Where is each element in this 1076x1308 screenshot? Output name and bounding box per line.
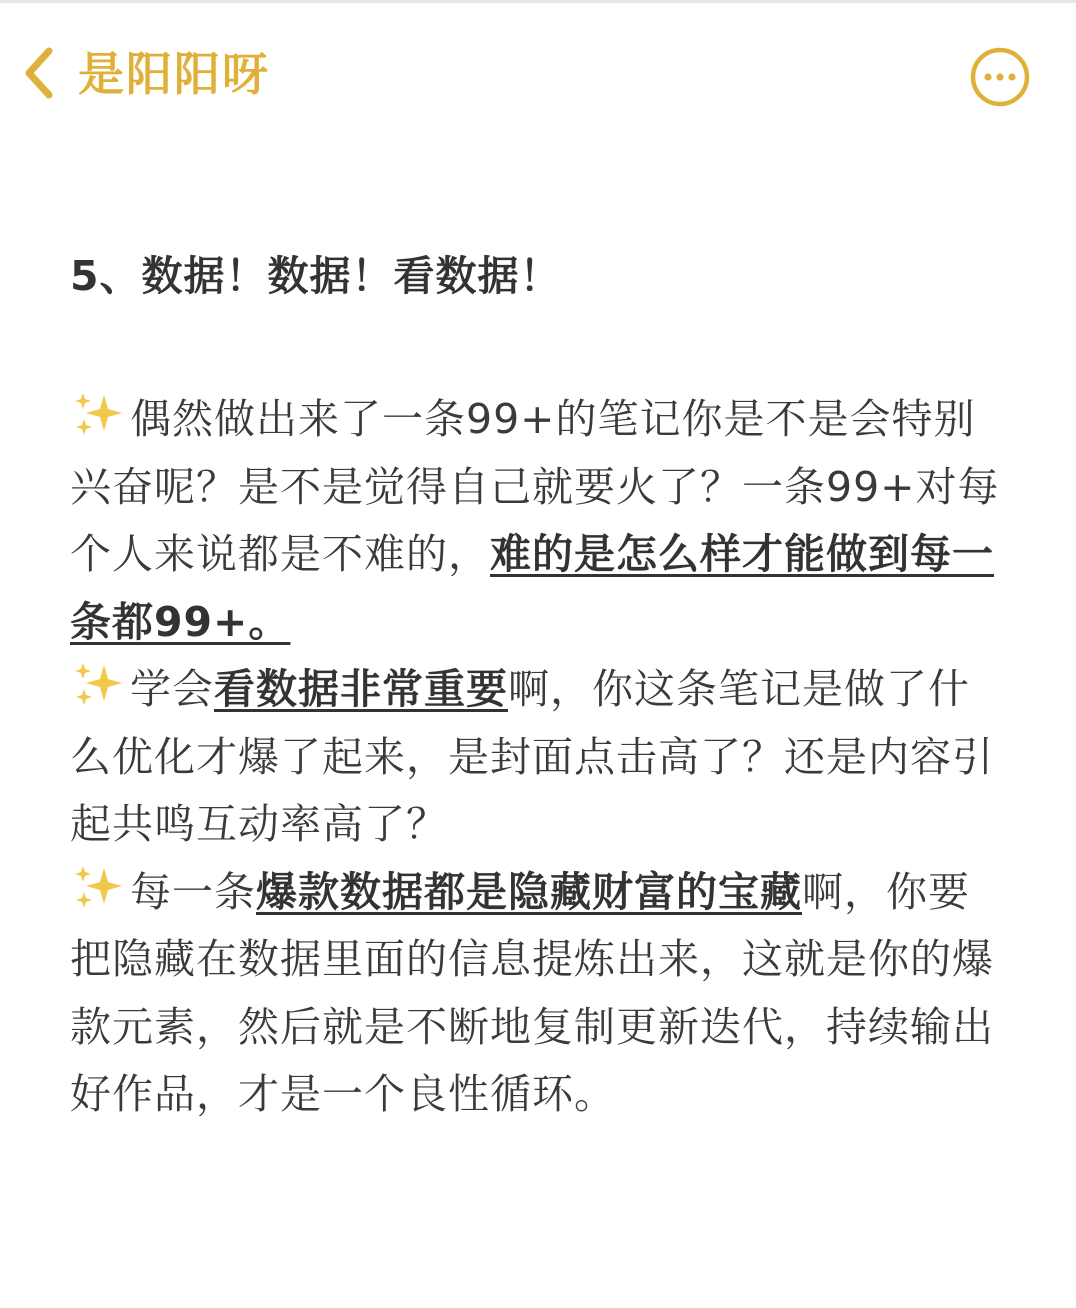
paragraph-text: 偶然做出来了一条99+的笔记你是不是会特别兴奋呢？是不是觉得自己就要火了？一条99+对每个人来说都是不难的， [70,395,1000,578]
underlined-emphasis: 看数据非常重要 [214,665,508,713]
sparkles-icon [70,862,126,912]
paragraph [70,386,1010,656]
paragraph [70,859,1010,1129]
more-horizontal-icon [968,94,1032,113]
paragraph-text: 啊，你这条笔记是做了什么优化才爆了起来，是封面点击高了？还是内容引起共鸣互动率高了？ [70,665,994,848]
paragraph-text: 啊，你要把隐藏在数据里面的信息提炼出来，这就是你的爆款元素，然后就是不断地复制更新迭代，持续输出好作品，才是一个良性循环。 [70,867,994,1118]
article-heading: 5、数据！数据！看数据！ [70,252,562,300]
chevron-left-icon [19,43,59,107]
sparkles-icon [70,659,126,709]
header-bar [0,0,1076,150]
paragraph [70,656,1010,859]
page-title: 是阳阳呀 [78,47,270,101]
paragraph-text: 每一条 [130,867,256,916]
paragraph-text: 学会 [130,665,214,713]
sparkles-icon [70,389,126,439]
underlined-emphasis: 爆款数据都是隐藏财富的宝藏 [256,867,802,916]
more-options-button[interactable] [968,45,1032,109]
article-content [70,243,1010,1129]
underlined-emphasis: 难的是怎么样才能做到每一条都99+。 [70,530,994,646]
back-button[interactable] [14,40,64,110]
